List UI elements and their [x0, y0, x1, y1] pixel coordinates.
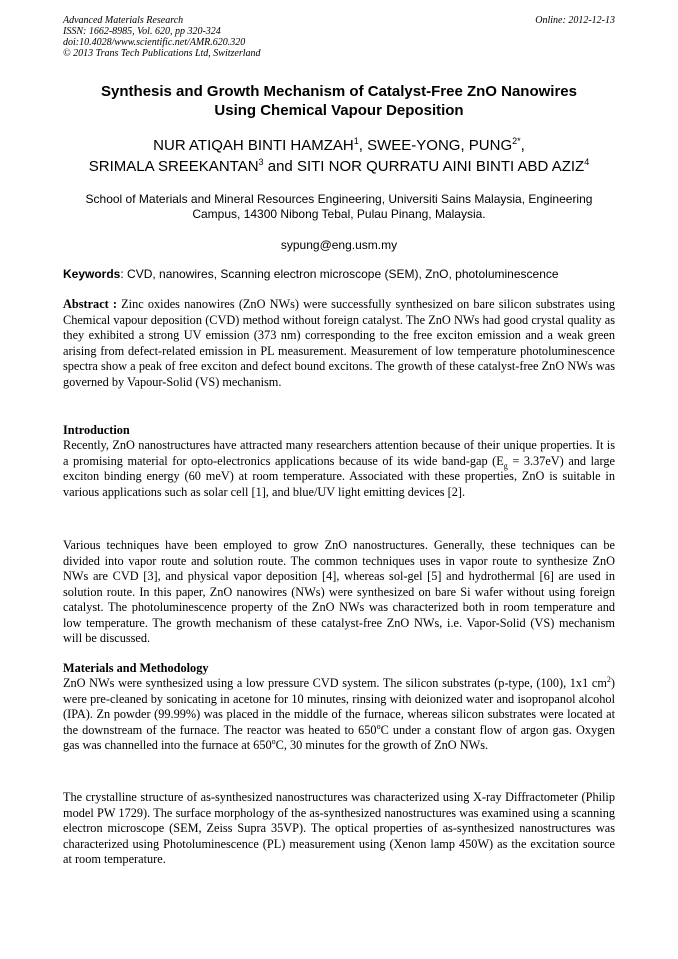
paragraph-text: Various techniques have been employed to grow ZnO nanostructures. Generally, these techniques can be divided into vapor route and solution route. The common techniques uses in vapor route to synthesize ZnO NWs are CVD [3], and physical vapor deposition [4], whereas sol-gel [5] and hydrothermal [6] are used in solution route. In this paper, ZnO nanowires (NWs) were synthesized on bare Si wafer without using foreign catalyst. The photoluminescence property of the ZnO NWs was characterized both in room temperature and low temperature. The growth mechanism of these catalyst-free ZnO NWs, i.e. Vapor-Solid (VS) mechanism will be discussed.: [63, 538, 615, 645]
abstract-text: Zinc oxides nanowires (ZnO NWs) were successfully synthesized on bare silicon substrates using Chemical vapour deposition (CVD) method without foreign catalyst. The ZnO NWs had good crystal quality as they exhibited a strong UV emission (373 nm) corresponding to the free exciton emission and a weak green arising from defect-related emission in PL measurement. Measurement of low temperature photoluminescence spectra show a peak of free exciton and defect bound excitons. The growth of these catalyst-free ZnO NWs was governed by Vapour-Solid (VS) mechanism.: [63, 297, 615, 389]
text-run: ) were pre-cleaned by sonicating in acetone for 10 minutes, rinsing with deionized water and isopropanol alcohol (IPA). Zn powder (99.99%) was placed in the middle of the furnace, whereas silicon substrates were located at the downstream of the furnace. The reactor was heated to 650: [63, 676, 615, 737]
abstract-label: Abstract :: [63, 297, 118, 311]
author-2-affil: 2*: [512, 136, 521, 146]
author-1-affil: 1: [353, 136, 359, 146]
author-3-affil: 3: [258, 157, 264, 167]
text-run: Recently, ZnO nanostructures have attracted many researchers attention because of their unique properties. It is a promising material for opto-electronics applications because of its wide band-gap (E: [63, 438, 615, 468]
methods-paragraph-2: [63, 790, 615, 868]
introduction-heading: Introduction: [63, 423, 130, 437]
paragraph-text: The crystalline structure of as-synthesized nanostructures was characterized using X-ray Diffractometer (Philip model PW 1729). The surface morphology of the as-synthesized nanostructures was examined using a scanning electron microscope (SEM, Zeiss Supra 35VP). The optical properties of as-synthesized nanostructures was characterized using Photoluminescence (PL) measurement using (Xenon lamp 450W) as the excitation source at room temperature.: [63, 790, 615, 866]
online-date: Online: 2012-12-13: [535, 15, 615, 26]
copyright: © 2013 Trans Tech Publications Ltd, Switzerland: [63, 48, 261, 59]
author-4-affil: 4: [584, 157, 590, 167]
text-run: C, 30 minutes for the growth of ZnO NWs.: [275, 738, 489, 752]
superscript: o: [376, 721, 381, 731]
methods-paragraph-1: [63, 676, 615, 754]
text-run: C under a constant flow of argon gas. Oxygen gas was channelled into the furnace at 650: [63, 722, 615, 752]
issn: ISSN: 1662-8985, Vol. 620, pp 320-324: [63, 26, 221, 37]
doi: doi:10.4028/www.scientific.net/AMR.620.320: [63, 37, 246, 48]
subscript: g: [503, 460, 508, 470]
author-line-1: [63, 135, 615, 156]
title-line-1: Synthesis and Growth Mechanism of Catalyst-Free ZnO Nanowires: [101, 83, 577, 100]
title-line-2: Using Chemical Vapour Deposition: [214, 102, 464, 119]
corresponding-email: sypung@eng.usm.my: [280, 238, 398, 252]
keywords-text: : CVD, nanowires, Scanning electron microscope (SEM), ZnO, photoluminescence: [120, 267, 559, 281]
introduction-paragraph-1: [63, 438, 615, 500]
author-separator: ,: [520, 137, 525, 154]
introduction-paragraph-2: [63, 538, 615, 647]
superscript: 2: [606, 674, 611, 684]
author-2: SWEE-YONG, PUNG: [367, 137, 513, 154]
text-run: ZnO NWs were synthesized using a low pressure CVD system. The silicon substrates (p-type, (100), 1x1 cm: [63, 676, 607, 690]
paper-title: [63, 82, 615, 120]
affiliation: School of Materials and Mineral Resources Engineering, Universiti Sains Malaysia, Engineering Campus, 14300 Nibong Tebal, Pulau Pinang, Malaysia.: [85, 192, 593, 221]
keywords: [63, 267, 615, 282]
author-1: NUR ATIQAH BINTI HAMZAH: [153, 137, 354, 154]
author-line-2: [63, 156, 615, 177]
abstract: [63, 297, 615, 390]
author-3: SRIMALA SREEKANTAN: [88, 158, 259, 175]
running-header: [63, 15, 615, 59]
methods-heading: Materials and Methodology: [63, 661, 209, 675]
author-and: and: [263, 158, 297, 175]
keywords-label: Keywords: [63, 267, 121, 281]
journal-info: [63, 15, 615, 59]
author-list: [63, 135, 615, 177]
author-4: SITI NOR QURRATU AINI BINTI ABD AZIZ: [296, 158, 585, 175]
superscript: o: [271, 736, 276, 746]
author-separator: ,: [358, 137, 368, 154]
text-run: = 3.37eV) and large exciton binding energy (60 meV) at room temperature. Associated with these properties, ZnO is suitable in various applications such as solar cell [1], and blue/UV light emitting devices [2].: [63, 453, 615, 499]
journal-name: Advanced Materials Research: [63, 15, 184, 26]
